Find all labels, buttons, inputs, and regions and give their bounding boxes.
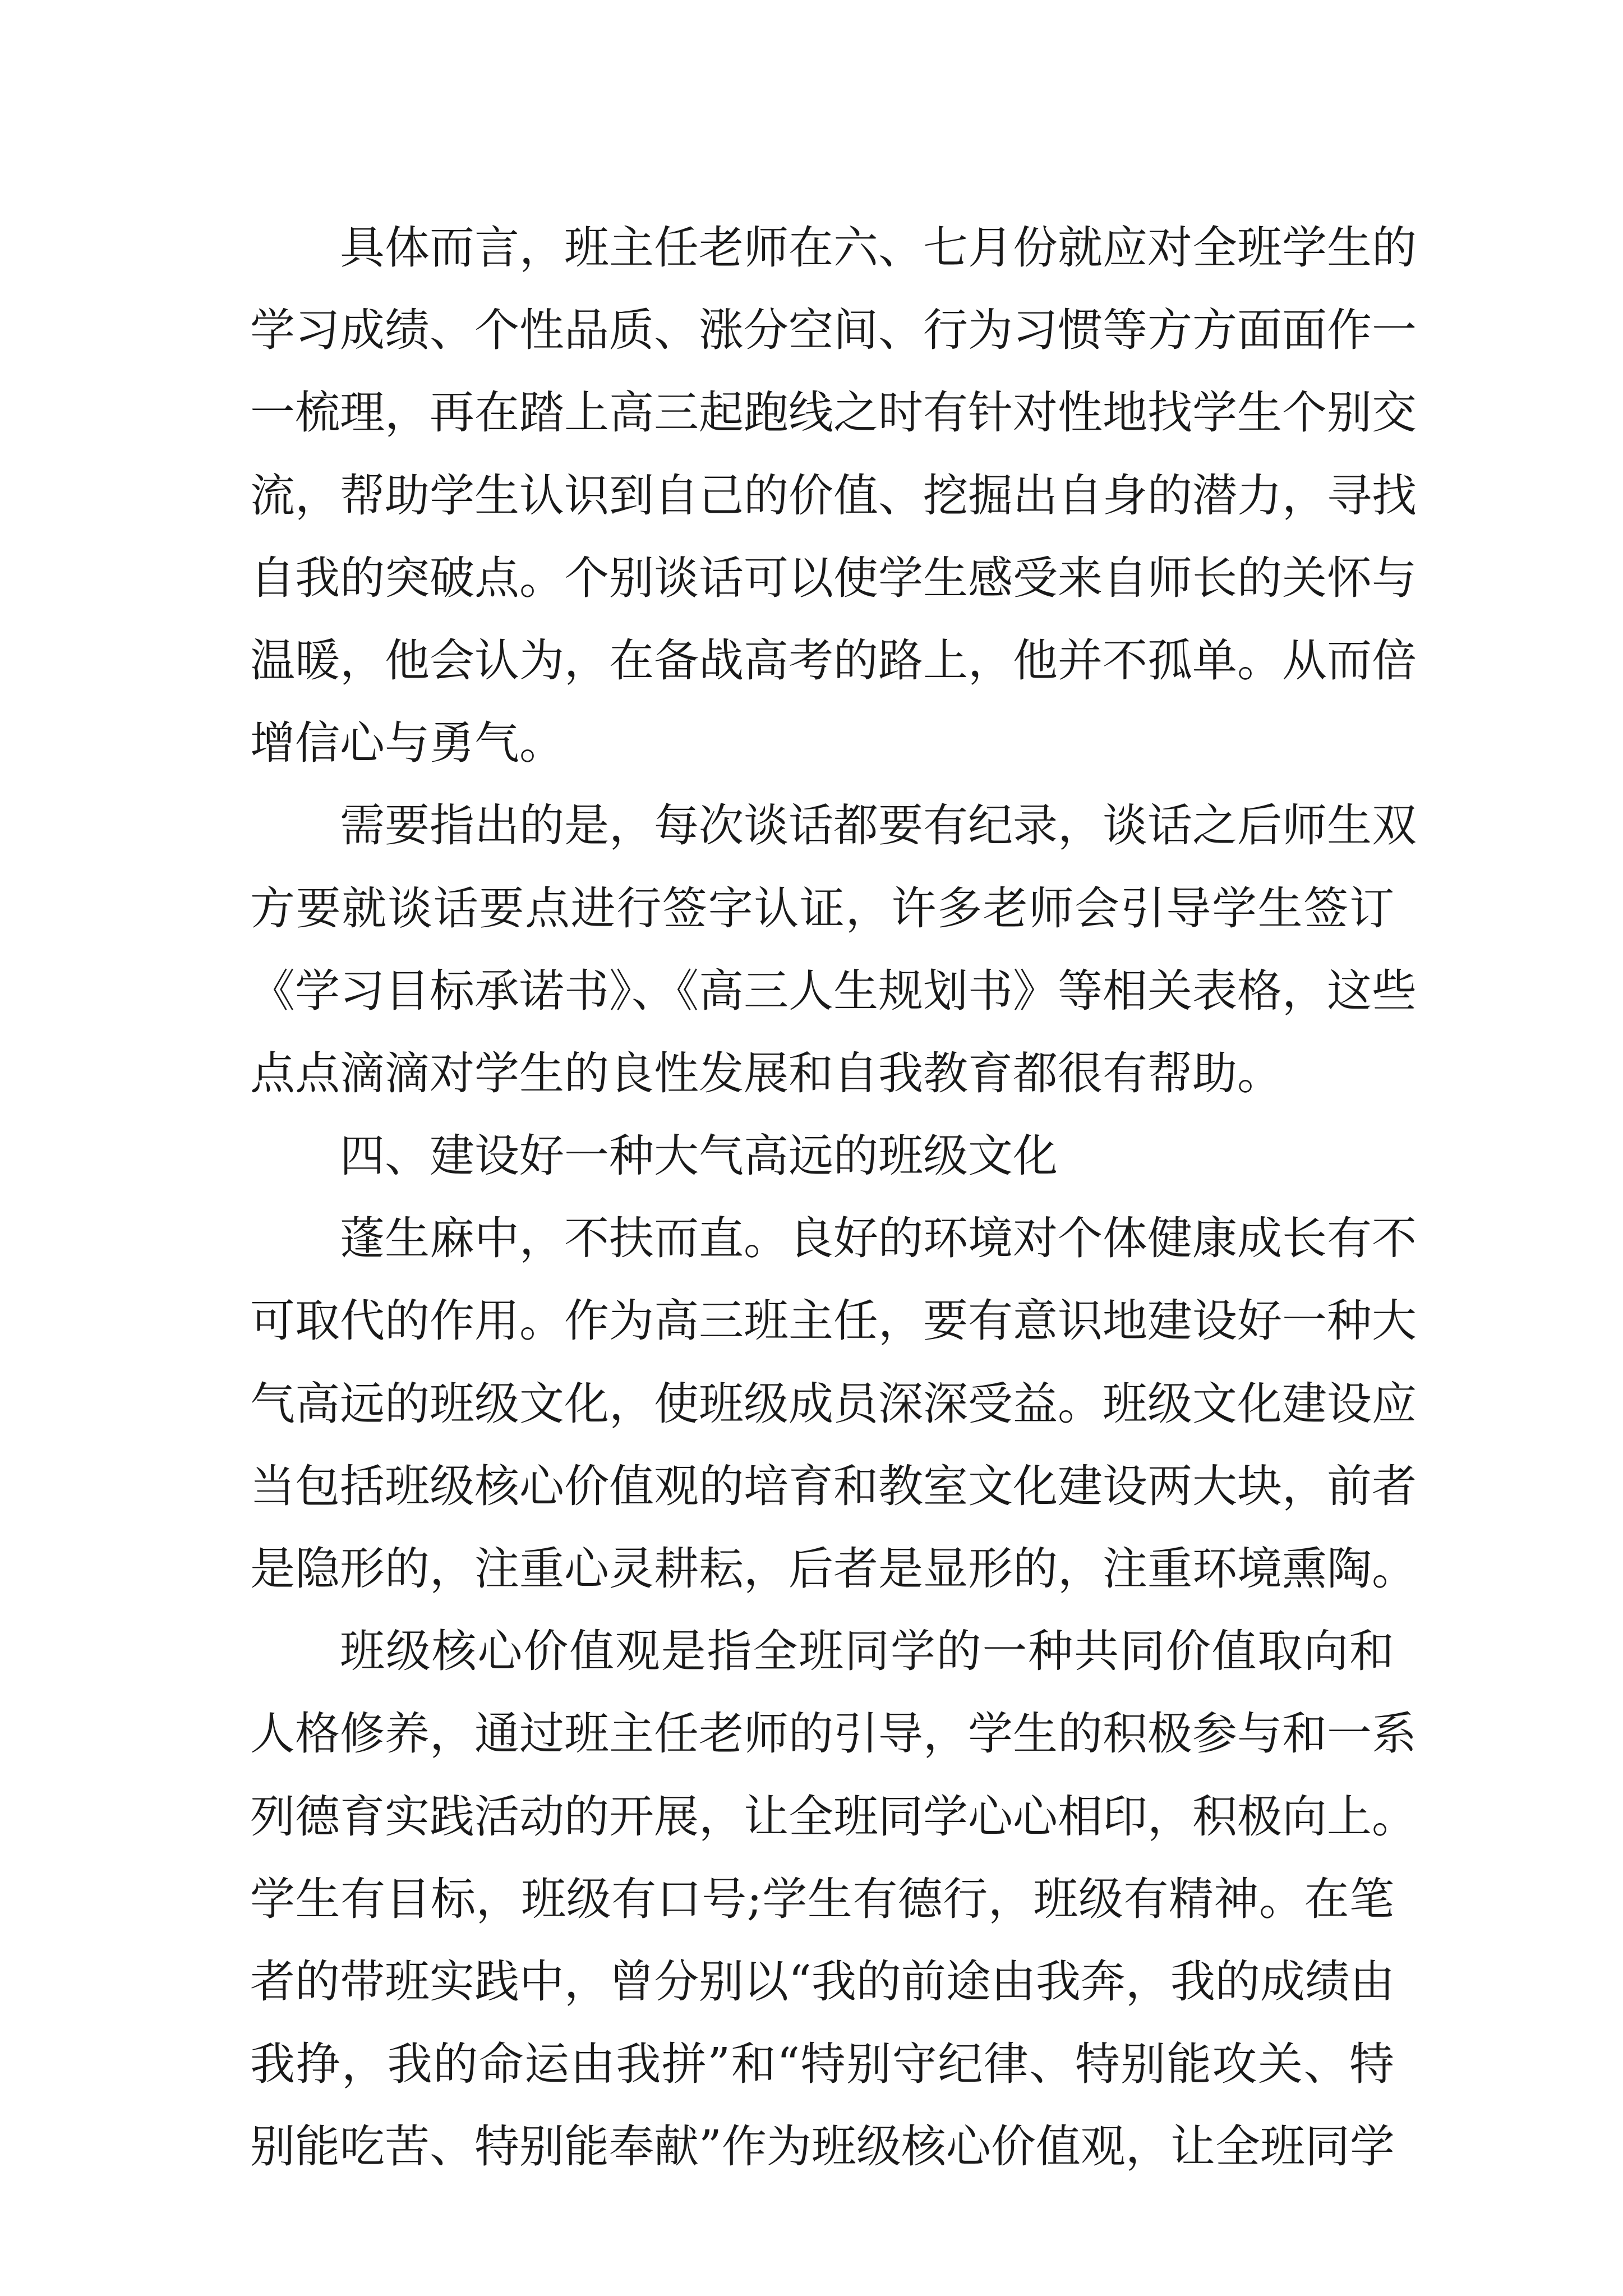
paragraph-line: 我挣，我的命运由我拼”和“特别守纪律、特别能攻关、特 xyxy=(250,2038,1394,2091)
paragraph-line: 需要指出的是，每次谈话都要有纪录，谈话之后师生双 xyxy=(340,799,1417,852)
paragraph-line: 一梳理，再在踏上高三起跑线之时有针对性地找学生个别交 xyxy=(250,386,1417,439)
paragraph-line: 温暖，他会认为，在备战高考的路上，他并不孤单。从而倍 xyxy=(250,634,1417,687)
paragraph-line: 具体而言，班主任老师在六、七月份就应对全班学生的 xyxy=(340,222,1417,274)
paragraph-line: 人格修养，通过班主任老师的引导，学生的积极参与和一系 xyxy=(250,1708,1417,1760)
section-heading: 四、建设好一种大气高远的班级文化 xyxy=(340,1130,1058,1182)
paragraph-line: 方要就谈话要点进行签字认证，许多老师会引导学生签订 xyxy=(250,882,1394,935)
paragraph-line: 学习成绩、个性品质、涨分空间、行为习惯等方方面面作一 xyxy=(250,304,1417,357)
paragraph-line: 增信心与勇气。 xyxy=(250,717,564,770)
paragraph-line: 可取代的作用。作为高三班主任，要有意识地建设好一种大 xyxy=(250,1295,1417,1347)
paragraph-line: 蓬生麻中，不扶而直。良好的环境对个体健康成长有不 xyxy=(340,1212,1417,1265)
paragraph-line: 是隐形的，注重心灵耕耘，后者是显形的，注重环境熏陶。 xyxy=(250,1543,1417,1595)
paragraph-line: 班级核心价值观是指全班同学的一种共同价值取向和 xyxy=(340,1625,1394,1678)
paragraph-line: 《学习目标承诺书》、《高三人生规划书》等相关表格，这些 xyxy=(250,964,1417,1017)
paragraph-line: 气高远的班级文化，使班级成员深深受益。班级文化建设应 xyxy=(250,1377,1417,1430)
paragraph-line: 当包括班级核心价值观的培育和教室文化建设两大块，前者 xyxy=(250,1460,1417,1512)
body-text xyxy=(250,206,1417,2188)
paragraph-line: 列德育实践活动的开展，让全班同学心心相印，积极向上。 xyxy=(250,1790,1417,1843)
paragraph-line: 学生有目标，班级有口号;学生有德行，班级有精神。在笔 xyxy=(250,1872,1394,1925)
paragraph-line: 点点滴滴对学生的良性发展和自我教育都很有帮助。 xyxy=(250,1047,1282,1099)
paragraph-line: 者的带班实践中，曾分别以“我的前途由我奔，我的成绩由 xyxy=(250,1955,1395,2008)
paragraph-line: 别能吃苦、特别能奉献”作为班级核心价值观，让全班同学 xyxy=(250,2120,1395,2173)
paragraph-line: 自我的突破点。个别谈话可以使学生感受来自师长的关怀与 xyxy=(250,551,1417,604)
paragraph-line: 流，帮助学生认识到自己的价值、挖掘出自身的潜力，寻找 xyxy=(250,469,1417,522)
